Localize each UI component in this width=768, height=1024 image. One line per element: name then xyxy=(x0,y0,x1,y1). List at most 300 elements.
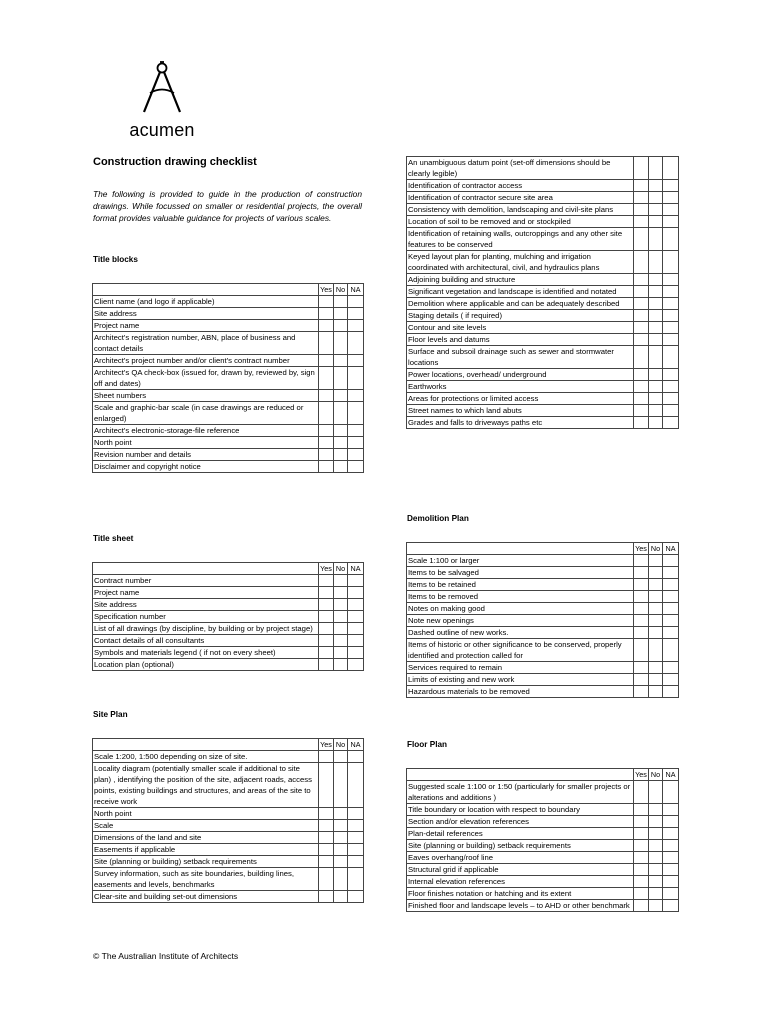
checkbox-na[interactable] xyxy=(663,346,679,369)
checklist-item-label: Street names to which land abuts xyxy=(407,405,634,417)
checkbox-yes[interactable] xyxy=(634,781,649,804)
checkbox-na[interactable] xyxy=(663,603,679,615)
checkbox-no[interactable] xyxy=(334,856,348,868)
checkbox-na[interactable] xyxy=(663,852,679,864)
checkbox-no[interactable] xyxy=(649,298,663,310)
checklist-row xyxy=(407,603,679,615)
checkbox-yes[interactable] xyxy=(319,599,334,611)
checkbox-na[interactable] xyxy=(663,686,679,698)
checkbox-na[interactable] xyxy=(663,216,679,228)
checkbox-na[interactable] xyxy=(663,591,679,603)
checkbox-yes[interactable] xyxy=(634,686,649,698)
checkbox-no[interactable] xyxy=(649,840,663,852)
checkbox-na[interactable] xyxy=(348,599,364,611)
checklist-row xyxy=(407,876,679,888)
checkbox-no[interactable] xyxy=(649,639,663,662)
checkbox-na[interactable] xyxy=(663,393,679,405)
checkbox-no[interactable] xyxy=(649,674,663,686)
compass-icon xyxy=(129,60,195,118)
checkbox-no[interactable] xyxy=(649,228,663,251)
header-blank-cell xyxy=(93,739,319,751)
checkbox-yes[interactable] xyxy=(319,332,334,355)
checkbox-no[interactable] xyxy=(649,579,663,591)
header-blank-cell xyxy=(407,543,634,555)
checkbox-na[interactable] xyxy=(663,567,679,579)
checklist-row xyxy=(407,828,679,840)
checkbox-no[interactable] xyxy=(334,320,348,332)
checklist-item-label: Client name (and logo if applicable) xyxy=(93,296,319,308)
checkbox-na[interactable] xyxy=(663,228,679,251)
checklist-item-label: Architect's project number and/or client's contract number xyxy=(93,355,319,367)
checkbox-na[interactable] xyxy=(348,308,364,320)
heading-site-plan: Site Plan xyxy=(93,710,128,719)
checkbox-na[interactable] xyxy=(348,402,364,425)
checkbox-yes[interactable] xyxy=(634,591,649,603)
checkbox-yes[interactable] xyxy=(319,659,334,671)
checkbox-na[interactable] xyxy=(348,891,364,903)
checkbox-no[interactable] xyxy=(649,322,663,334)
checkbox-yes[interactable] xyxy=(319,425,334,437)
checkbox-no[interactable] xyxy=(649,888,663,900)
checkbox-na[interactable] xyxy=(348,635,364,647)
checklist-item-label: Location of soil to be removed and or stockpiled xyxy=(407,216,634,228)
checkbox-yes[interactable] xyxy=(634,864,649,876)
checkbox-no[interactable] xyxy=(334,820,348,832)
checklist-item-label: Note new openings xyxy=(407,615,634,627)
checklist-item-label: Demolition where applicable and can be adequately described xyxy=(407,298,634,310)
checkbox-no[interactable] xyxy=(649,864,663,876)
checkbox-yes[interactable] xyxy=(634,804,649,816)
checkbox-no[interactable] xyxy=(334,832,348,844)
checkbox-yes[interactable] xyxy=(634,157,649,180)
checkbox-yes[interactable] xyxy=(634,615,649,627)
table-header-row xyxy=(93,739,364,751)
checklist-item-label: Eaves overhang/roof line xyxy=(407,852,634,864)
checkbox-yes[interactable] xyxy=(319,355,334,367)
checklist-row xyxy=(407,286,679,298)
checkbox-na[interactable] xyxy=(663,310,679,322)
checkbox-yes[interactable] xyxy=(634,393,649,405)
checkbox-yes[interactable] xyxy=(319,320,334,332)
document-title: Construction drawing checklist xyxy=(93,156,257,168)
checklist-item-label: Identification of contractor secure site area xyxy=(407,192,634,204)
checklist-row xyxy=(407,393,679,405)
checkbox-yes[interactable] xyxy=(634,192,649,204)
checkbox-yes[interactable] xyxy=(634,251,649,274)
checklist-row xyxy=(93,808,364,820)
checkbox-yes[interactable] xyxy=(634,322,649,334)
checkbox-no[interactable] xyxy=(649,567,663,579)
checkbox-yes[interactable] xyxy=(319,402,334,425)
checkbox-na[interactable] xyxy=(663,180,679,192)
checkbox-na[interactable] xyxy=(663,555,679,567)
checkbox-na[interactable] xyxy=(348,355,364,367)
checkbox-no[interactable] xyxy=(649,900,663,912)
checklist-row xyxy=(93,635,364,647)
checkbox-no[interactable] xyxy=(334,844,348,856)
checkbox-no[interactable] xyxy=(334,296,348,308)
checkbox-yes[interactable] xyxy=(634,888,649,900)
checkbox-na[interactable] xyxy=(663,417,679,429)
checklist-item-label: Title boundary or location with respect to boundary xyxy=(407,804,634,816)
checkbox-na[interactable] xyxy=(663,627,679,639)
checkbox-na[interactable] xyxy=(663,864,679,876)
checklist-item-label: Symbols and materials legend ( if not on every sheet) xyxy=(93,647,319,659)
checkbox-yes[interactable] xyxy=(319,820,334,832)
checklist-row xyxy=(93,402,364,425)
checkbox-yes[interactable] xyxy=(319,623,334,635)
checkbox-no[interactable] xyxy=(649,781,663,804)
checklist-item-label: Grades and falls to driveways paths etc xyxy=(407,417,634,429)
checkbox-no[interactable] xyxy=(334,425,348,437)
checkbox-na[interactable] xyxy=(663,157,679,180)
checkbox-na[interactable] xyxy=(348,575,364,587)
checkbox-yes[interactable] xyxy=(319,461,334,473)
checkbox-yes[interactable] xyxy=(634,381,649,393)
checkbox-no[interactable] xyxy=(649,555,663,567)
checkbox-no[interactable] xyxy=(334,402,348,425)
checkbox-no[interactable] xyxy=(334,390,348,402)
checkbox-na[interactable] xyxy=(348,868,364,891)
checkbox-no[interactable] xyxy=(649,405,663,417)
acumen-logo xyxy=(93,42,231,144)
checkbox-no[interactable] xyxy=(334,599,348,611)
checkbox-no[interactable] xyxy=(649,686,663,698)
checklist-title-blocks xyxy=(92,283,364,473)
checklist-row xyxy=(93,868,364,891)
checkbox-no[interactable] xyxy=(334,575,348,587)
checkbox-yes[interactable] xyxy=(319,891,334,903)
checklist-item-label: Easements if applicable xyxy=(93,844,319,856)
checkbox-na[interactable] xyxy=(663,900,679,912)
checkbox-yes[interactable] xyxy=(634,369,649,381)
checklist-item-label: Internal elevation references xyxy=(407,876,634,888)
checkbox-no[interactable] xyxy=(649,192,663,204)
checkbox-no[interactable] xyxy=(649,417,663,429)
checklist-item-label: Floor finishes notation or hatching and its extent xyxy=(407,888,634,900)
checklist-row xyxy=(93,599,364,611)
checklist-row xyxy=(407,864,679,876)
column-header-no: No xyxy=(334,739,348,751)
checkbox-na[interactable] xyxy=(348,332,364,355)
checkbox-na[interactable] xyxy=(663,381,679,393)
checkbox-yes[interactable] xyxy=(634,274,649,286)
heading-demolition-plan: Demolition Plan xyxy=(407,514,469,523)
checklist-row xyxy=(407,381,679,393)
checkbox-yes[interactable] xyxy=(634,334,649,346)
checkbox-no[interactable] xyxy=(334,355,348,367)
checklist-item-label: Dimensions of the land and site xyxy=(93,832,319,844)
checkbox-no[interactable] xyxy=(334,647,348,659)
checkbox-no[interactable] xyxy=(334,332,348,355)
checklist-row xyxy=(407,274,679,286)
checkbox-yes[interactable] xyxy=(634,298,649,310)
checkbox-no[interactable] xyxy=(334,868,348,891)
checklist-item-label: Plan-detail references xyxy=(407,828,634,840)
checkbox-yes[interactable] xyxy=(319,647,334,659)
checkbox-na[interactable] xyxy=(663,828,679,840)
checklist-item-label: Project name xyxy=(93,587,319,599)
checkbox-yes[interactable] xyxy=(319,611,334,623)
logo-wordmark: acumen xyxy=(129,120,195,140)
column-header-na: NA xyxy=(348,284,364,296)
checklist-row xyxy=(93,355,364,367)
table-header-row xyxy=(93,284,364,296)
checkbox-na[interactable] xyxy=(348,623,364,635)
checkbox-no[interactable] xyxy=(649,615,663,627)
column-header-yes: Yes xyxy=(320,740,332,749)
checkbox-na[interactable] xyxy=(348,763,364,808)
checkbox-na[interactable] xyxy=(663,369,679,381)
checklist-item-label: Project name xyxy=(93,320,319,332)
checkbox-na[interactable] xyxy=(663,615,679,627)
checkbox-no[interactable] xyxy=(334,891,348,903)
checklist-row xyxy=(93,587,364,599)
checkbox-yes[interactable] xyxy=(634,639,649,662)
column-header-no: No xyxy=(649,769,663,781)
checkbox-na[interactable] xyxy=(348,751,364,763)
checklist-row xyxy=(407,591,679,603)
checkbox-no[interactable] xyxy=(649,204,663,216)
checkbox-na[interactable] xyxy=(663,639,679,662)
checklist-row xyxy=(93,390,364,402)
checklist-row xyxy=(407,180,679,192)
checkbox-yes[interactable] xyxy=(319,856,334,868)
checkbox-na[interactable] xyxy=(348,832,364,844)
checkbox-na[interactable] xyxy=(348,296,364,308)
checkbox-no[interactable] xyxy=(649,157,663,180)
checklist-site-plan-continued xyxy=(406,156,679,429)
checkbox-no[interactable] xyxy=(334,437,348,449)
checkbox-no[interactable] xyxy=(649,393,663,405)
checkbox-yes[interactable] xyxy=(634,180,649,192)
checkbox-na[interactable] xyxy=(348,611,364,623)
column-header-na: NA xyxy=(663,543,679,555)
checkbox-na[interactable] xyxy=(663,579,679,591)
checklist-site-plan xyxy=(92,738,364,903)
checkbox-yes[interactable] xyxy=(319,868,334,891)
checkbox-no[interactable] xyxy=(649,286,663,298)
checklist-row xyxy=(407,840,679,852)
checkbox-no[interactable] xyxy=(334,659,348,671)
checkbox-yes[interactable] xyxy=(634,662,649,674)
checkbox-no[interactable] xyxy=(334,461,348,473)
checkbox-na[interactable] xyxy=(663,286,679,298)
checklist-item-label: Consistency with demolition, landscaping and civil-site plans xyxy=(407,204,634,216)
checklist-item-label: Surface and subsoil drainage such as sewer and stormwater locations xyxy=(407,346,634,369)
checklist-row xyxy=(93,575,364,587)
checkbox-yes[interactable] xyxy=(319,367,334,390)
checkbox-yes[interactable] xyxy=(319,763,334,808)
checkbox-no[interactable] xyxy=(649,603,663,615)
checkbox-na[interactable] xyxy=(663,204,679,216)
checklist-row xyxy=(93,820,364,832)
checklist-row xyxy=(93,751,364,763)
checklist-item-label: Site (planning or building) setback requirements xyxy=(407,840,634,852)
checkbox-yes[interactable] xyxy=(634,828,649,840)
checkbox-yes[interactable] xyxy=(634,567,649,579)
checklist-row xyxy=(407,781,679,804)
checkbox-na[interactable] xyxy=(348,808,364,820)
checkbox-na[interactable] xyxy=(348,844,364,856)
checkbox-yes[interactable] xyxy=(634,603,649,615)
checkbox-yes[interactable] xyxy=(634,555,649,567)
checkbox-yes[interactable] xyxy=(634,216,649,228)
checkbox-no[interactable] xyxy=(649,251,663,274)
checkbox-na[interactable] xyxy=(663,662,679,674)
checkbox-yes[interactable] xyxy=(634,840,649,852)
checklist-row xyxy=(407,639,679,662)
checkbox-no[interactable] xyxy=(649,627,663,639)
checkbox-na[interactable] xyxy=(663,674,679,686)
checklist-row xyxy=(407,888,679,900)
checklist-item-label: Specification number xyxy=(93,611,319,623)
checkbox-na[interactable] xyxy=(663,781,679,804)
checkbox-no[interactable] xyxy=(649,828,663,840)
checkbox-yes[interactable] xyxy=(634,310,649,322)
checkbox-yes[interactable] xyxy=(634,627,649,639)
checkbox-no[interactable] xyxy=(334,367,348,390)
checklist-item-label: Limits of existing and new work xyxy=(407,674,634,686)
checklist-row xyxy=(93,437,364,449)
checklist-row xyxy=(93,856,364,868)
checkbox-no[interactable] xyxy=(649,662,663,674)
checkbox-no[interactable] xyxy=(334,449,348,461)
checkbox-na[interactable] xyxy=(348,367,364,390)
checkbox-yes[interactable] xyxy=(634,816,649,828)
checklist-row xyxy=(407,662,679,674)
checkbox-yes[interactable] xyxy=(319,635,334,647)
checklist-floor-plan xyxy=(406,768,679,912)
checkbox-yes[interactable] xyxy=(634,876,649,888)
checklist-item-label: Scale xyxy=(93,820,319,832)
checklist-item-label: Scale 1:100 or larger xyxy=(407,555,634,567)
checkbox-no[interactable] xyxy=(649,369,663,381)
checklist-row xyxy=(93,844,364,856)
checklist-row xyxy=(93,832,364,844)
checklist-item-label: Dashed outline of new works. xyxy=(407,627,634,639)
checkbox-yes[interactable] xyxy=(319,296,334,308)
checklist-row xyxy=(93,623,364,635)
checkbox-yes[interactable] xyxy=(634,346,649,369)
checkbox-na[interactable] xyxy=(348,820,364,832)
checkbox-na[interactable] xyxy=(348,856,364,868)
checkbox-na[interactable] xyxy=(348,647,364,659)
checkbox-yes[interactable] xyxy=(634,286,649,298)
checklist-row xyxy=(93,449,364,461)
checkbox-yes[interactable] xyxy=(634,228,649,251)
checkbox-no[interactable] xyxy=(649,381,663,393)
checklist-row xyxy=(93,461,364,473)
checkbox-yes[interactable] xyxy=(634,405,649,417)
heading-title-blocks: Title blocks xyxy=(93,255,138,264)
checklist-item-label: Significant vegetation and landscape is identified and notated xyxy=(407,286,634,298)
checklist-row xyxy=(407,369,679,381)
checklist-row xyxy=(93,611,364,623)
checkbox-na[interactable] xyxy=(663,298,679,310)
checkbox-yes[interactable] xyxy=(319,390,334,402)
checkbox-na[interactable] xyxy=(348,461,364,473)
checklist-row xyxy=(407,816,679,828)
checkbox-no[interactable] xyxy=(334,635,348,647)
checkbox-no[interactable] xyxy=(649,876,663,888)
checkbox-no[interactable] xyxy=(334,763,348,808)
checkbox-na[interactable] xyxy=(348,659,364,671)
checkbox-no[interactable] xyxy=(649,816,663,828)
checkbox-yes[interactable] xyxy=(319,832,334,844)
checkbox-yes[interactable] xyxy=(319,751,334,763)
column-header-na: NA xyxy=(348,563,364,575)
checkbox-no[interactable] xyxy=(334,808,348,820)
checklist-item-label: Identification of contractor access xyxy=(407,180,634,192)
checkbox-yes[interactable] xyxy=(634,852,649,864)
checkbox-no[interactable] xyxy=(334,611,348,623)
checklist-row xyxy=(93,296,364,308)
checkbox-yes[interactable] xyxy=(634,579,649,591)
checkbox-no[interactable] xyxy=(334,587,348,599)
checkbox-no[interactable] xyxy=(649,274,663,286)
checkbox-yes[interactable] xyxy=(319,449,334,461)
checklist-item-label: Contour and site levels xyxy=(407,322,634,334)
checklist-row xyxy=(407,298,679,310)
checklist-item-label: Architect's registration number, ABN, place of business and contact details xyxy=(93,332,319,355)
checkbox-na[interactable] xyxy=(663,192,679,204)
checkbox-yes[interactable] xyxy=(634,204,649,216)
checkbox-no[interactable] xyxy=(334,623,348,635)
checkbox-na[interactable] xyxy=(663,405,679,417)
checkbox-no[interactable] xyxy=(334,308,348,320)
checkbox-na[interactable] xyxy=(348,425,364,437)
checkbox-no[interactable] xyxy=(649,334,663,346)
checklist-row xyxy=(93,659,364,671)
checkbox-na[interactable] xyxy=(348,449,364,461)
checkbox-no[interactable] xyxy=(649,852,663,864)
checkbox-yes[interactable] xyxy=(634,674,649,686)
checkbox-no[interactable] xyxy=(649,346,663,369)
checkbox-na[interactable] xyxy=(663,840,679,852)
checkbox-na[interactable] xyxy=(348,320,364,332)
checkbox-na[interactable] xyxy=(663,334,679,346)
checkbox-no[interactable] xyxy=(649,804,663,816)
checkbox-na[interactable] xyxy=(663,322,679,334)
checklist-row xyxy=(93,320,364,332)
checkbox-yes[interactable] xyxy=(319,437,334,449)
table-header-row xyxy=(407,543,679,555)
checkbox-yes[interactable] xyxy=(634,900,649,912)
checkbox-na[interactable] xyxy=(663,274,679,286)
checkbox-na[interactable] xyxy=(663,816,679,828)
checkbox-yes[interactable] xyxy=(634,417,649,429)
checkbox-yes[interactable] xyxy=(319,844,334,856)
checkbox-no[interactable] xyxy=(649,180,663,192)
checkbox-yes[interactable] xyxy=(319,308,334,320)
checkbox-na[interactable] xyxy=(348,587,364,599)
checkbox-no[interactable] xyxy=(334,751,348,763)
checkbox-na[interactable] xyxy=(663,251,679,274)
checkbox-no[interactable] xyxy=(649,216,663,228)
checkbox-na[interactable] xyxy=(348,437,364,449)
checkbox-na[interactable] xyxy=(663,888,679,900)
checkbox-na[interactable] xyxy=(663,876,679,888)
checkbox-yes[interactable] xyxy=(319,808,334,820)
checkbox-na[interactable] xyxy=(348,390,364,402)
checklist-row xyxy=(407,216,679,228)
checkbox-yes[interactable] xyxy=(319,575,334,587)
checkbox-no[interactable] xyxy=(649,591,663,603)
checkbox-no[interactable] xyxy=(649,310,663,322)
checkbox-na[interactable] xyxy=(663,804,679,816)
checkbox-yes[interactable] xyxy=(319,587,334,599)
